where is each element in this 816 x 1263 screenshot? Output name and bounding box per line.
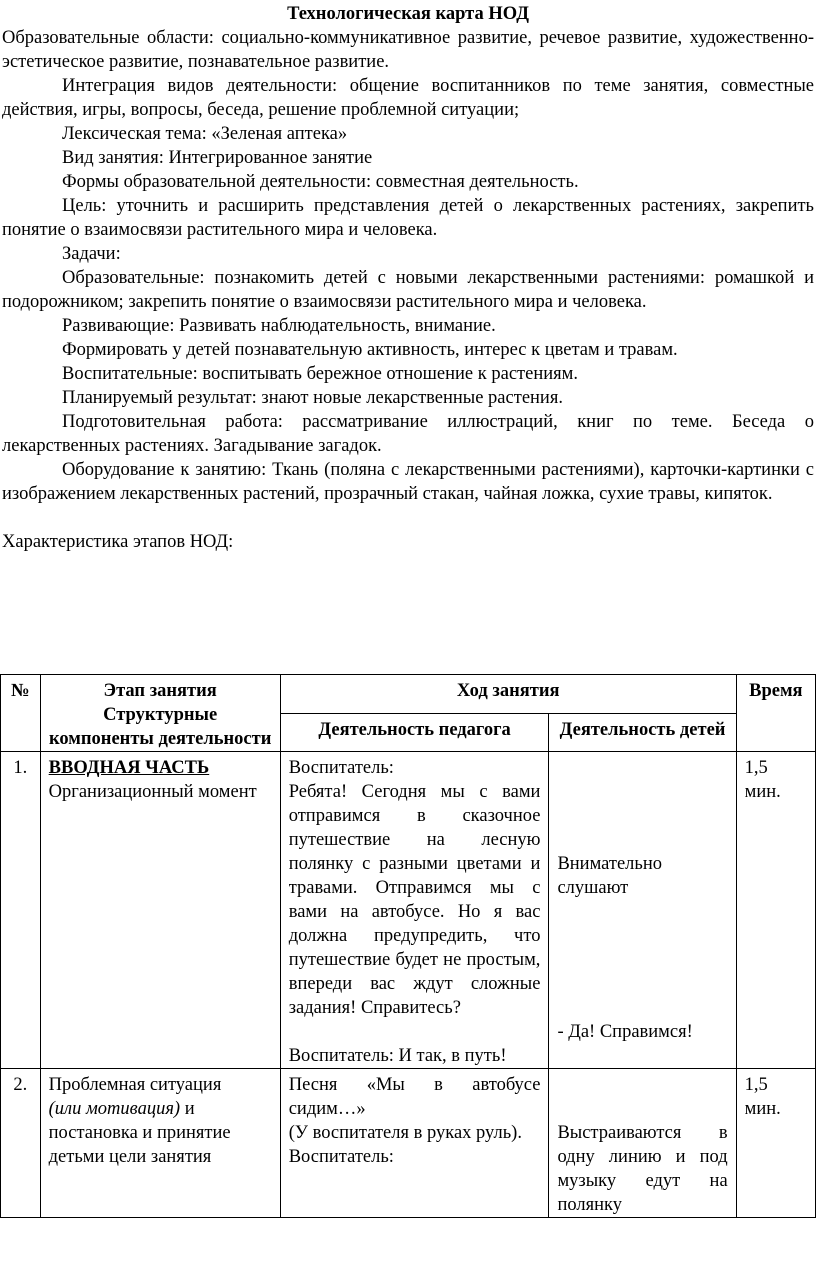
teacher-activity-cell: [280, 1069, 549, 1218]
header-children: Деятельность детей: [549, 713, 736, 752]
stage-subtitle: Организационный момент: [48, 782, 257, 802]
stages-heading: Характеристика этапов НОД:: [2, 532, 234, 552]
lesson-goal: Цель: уточнить и расширить представления детей о лекарственных растениях, закрепить понятие о взаимосвязи растительного мира и человека.: [2, 196, 814, 240]
stage-goal: постановка и принятие детьми цели занятия: [48, 1123, 231, 1167]
planned-result: Планируемый результат: знают новые лекарственные растения.: [62, 388, 563, 408]
preparatory-work: Подготовительная работа: рассматривание иллюстраций, книг по теме. Беседа о лекарственных растениях. Загадывание загадок.: [2, 412, 814, 456]
tasks-educational: Образовательные: познакомить детей с новыми лекарственными растениями: ромашкой и подорожником; закрепить понятие о взаимосвязи растительного мира и человека.: [2, 268, 814, 312]
lesson-type: Вид занятия: Интегрированное занятие: [62, 148, 373, 168]
stage-problem: Проблемная ситуация: [48, 1075, 222, 1095]
teacher-speaker: Воспитатель:: [288, 758, 394, 778]
stage-cell: [40, 1069, 280, 1218]
activity-forms: Формы образовательной деятельности: совместная деятельность.: [62, 172, 579, 192]
teacher-activity-cell: [280, 752, 549, 1069]
table-header-row: [1, 675, 816, 714]
tasks-developing: Развивающие: Развивать наблюдательность, внимание.: [62, 316, 496, 336]
lexical-topic: Лексическая тема: «Зеленая аптека»: [62, 124, 348, 144]
teacher-note: (У воспитателя в руках руль).: [288, 1123, 522, 1143]
stage-cell: [40, 752, 280, 1069]
header-number: №: [1, 675, 41, 752]
children-answer: - Да! Справимся!: [557, 1022, 693, 1042]
stage-motivation: (или мотивация): [48, 1099, 181, 1119]
table-row: [1, 1069, 816, 1218]
header-stage: Этап занятия Структурные компоненты деятельности: [40, 675, 280, 752]
children-line-up: Выстраиваются в одну линию и под музыку едут на полянку: [557, 1123, 728, 1215]
time-cell: 1,5 мин.: [736, 752, 815, 1069]
row-number: 1.: [1, 752, 41, 1069]
row-number: 2.: [1, 1069, 41, 1218]
stage-and: и: [184, 1099, 195, 1119]
children-activity-cell: [549, 1069, 736, 1218]
document-title: Технологическая карта НОД: [287, 4, 529, 24]
equipment: Оборудование к занятию: Ткань (поляна с лекарственными растениями), карточки-картинки с изображением лекарственных растений, прозрачный стакан, чайная ложка, сухие травы, кипяток.: [2, 460, 814, 504]
children-listen: Внимательно слушают: [557, 854, 663, 898]
teacher-song: Песня «Мы в автобусе сидим…»: [288, 1075, 541, 1119]
teacher-closing: Воспитатель: И так, в путь!: [288, 1046, 507, 1066]
tasks-forming: Формировать у детей познавательную активность, интерес к цветам и травам.: [62, 340, 678, 360]
teacher-speaker: Воспитатель:: [288, 1147, 394, 1167]
stage-title: ВВОДНАЯ ЧАСТЬ: [48, 758, 210, 778]
table-row: [1, 752, 816, 1069]
tasks-upbringing: Воспитательные: воспитывать бережное отношение к растениям.: [62, 364, 578, 384]
children-activity-cell: [549, 752, 736, 1069]
teacher-speech: Ребята! Сегодня мы с вами отправимся в сказочное путешествие на лесную полянку с разными цветами и травами. Отправимся мы с вами на автобусе. Но я вас должна предупредить, что путешествие будет не простым, впереди вас ждут сложные задания! Справитесь?: [288, 782, 541, 1018]
tasks-heading: Задачи:: [62, 244, 121, 264]
time-cell: 1,5 мин.: [736, 1069, 815, 1218]
educational-areas: Образовательные области: социально-коммуникативное развитие, речевое развитие, художественно-эстетическое развитие, познавательное развитие.: [2, 28, 814, 72]
header-teacher: Деятельность педагога: [280, 713, 549, 752]
activity-integration: Интеграция видов деятельности: общение воспитанников по теме занятия, совместные действия, игры, вопросы, беседа, решение проблемной ситуации;: [2, 76, 814, 120]
header-course: Ход занятия: [280, 675, 736, 714]
stages-table: [0, 674, 816, 1218]
header-time: Время: [736, 675, 815, 752]
